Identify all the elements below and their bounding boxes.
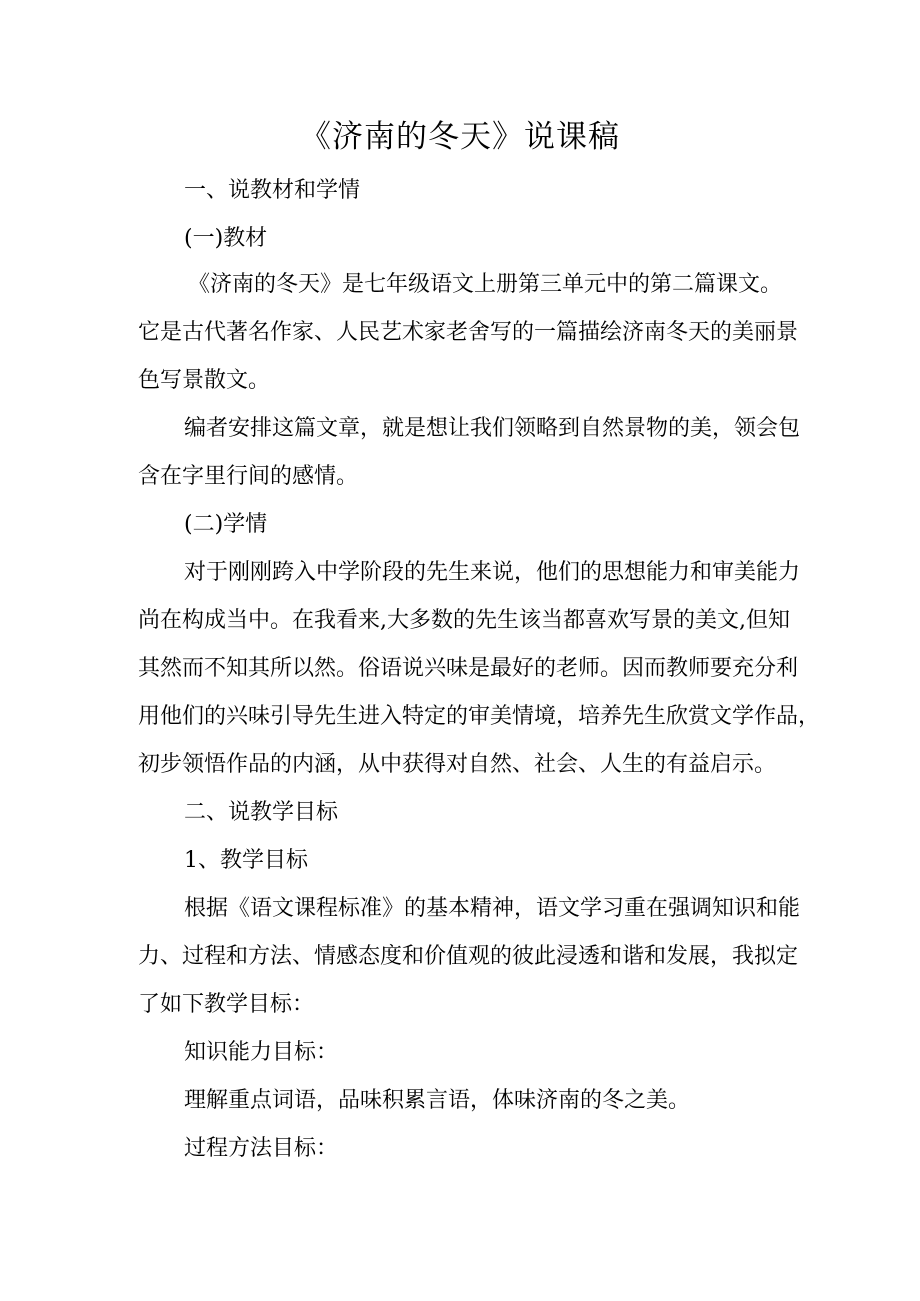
paragraph-line: 含在字里行间的感情。 [138,464,359,489]
goal-label-process: 过程方法目标： [184,1136,339,1161]
paragraph-line: 用他们的兴味引导先生进入特定的审美情境，培养先生欣赏文学作品， [138,704,821,729]
paragraph-line: 力、过程和方法、情感态度和价值观的彼此浸透和谐和发展，我拟定 [138,944,799,969]
paragraph-line: 它是古代著名作家、人民艺术家老舍写的一篇描绘济南冬天的美丽景 [138,320,799,345]
paragraph-line: 色写景散文。 [138,368,271,393]
paragraph-line: 《济南的冬天》是七年级语文上册第三单元中的第二篇课文。 [188,272,783,297]
paragraph-line: 其然而不知其所以然。俗语说兴味是最好的老师。因而教师要充分利 [138,656,799,681]
paragraph-line: 尚在构成当中。在我看来,大多数的先生该当都喜欢写景的美文,但知 [138,608,790,633]
goal-label-knowledge: 知识能力目标： [184,1040,339,1065]
paragraph-line: 根据《语文课程标准》的基本精神，语文学习重在强调知识和能 [184,896,801,921]
section-heading-1: 一、说教材和学情 [184,178,361,203]
subsection-heading-goals: 1、教学目标 [184,848,308,873]
section-heading-2: 二、说教学目标 [184,800,339,825]
paragraph-line: 初步领悟作品的内涵，从中获得对自然、社会、人生的有益启示。 [138,752,777,777]
document-title: 《济南的冬天》说课稿 [300,119,620,155]
paragraph-line: 编者安排这篇文章，就是想让我们领略到自然景物的美，领会包 [184,416,801,441]
subsection-heading-learners: (二)学情 [184,512,268,537]
paragraph-line: 了如下教学目标： [138,992,315,1017]
paragraph-line: 对于刚刚跨入中学阶段的先生来说，他们的思想能力和审美能力 [184,560,801,585]
subsection-heading-textbook: (一)教材 [184,226,268,251]
paragraph-line: 理解重点词语，品味积累言语，体味济南的冬之美。 [184,1088,691,1113]
